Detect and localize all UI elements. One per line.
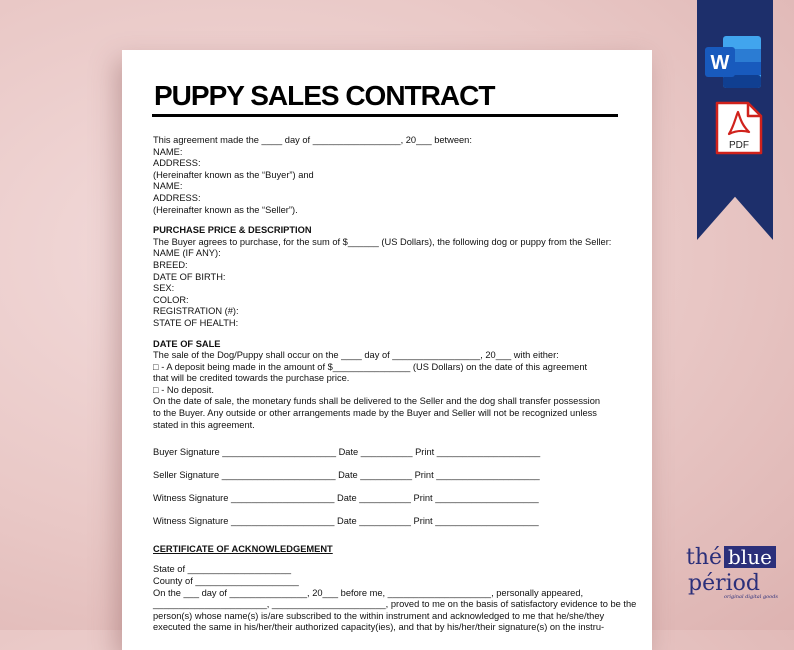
brand-logo <box>684 540 784 600</box>
brand-tagline: original digital goods <box>724 594 778 600</box>
intro-section <box>153 135 623 216</box>
sale-heading: DATE OF SALE <box>153 338 221 349</box>
contract-body <box>153 135 637 634</box>
pdf-icon <box>714 100 764 156</box>
certificate-line: person(s) whose name(s) is/are subscribed to the within instrument and acknowledged to me that he/she/they <box>153 610 605 621</box>
certificate-section <box>153 564 637 634</box>
word-icon <box>703 34 763 90</box>
witness-signature-line: Witness Signature ____________________ Date __________ Print ____________________ <box>153 516 539 527</box>
seller-signature-line: Seller Signature ______________________ Date __________ Print ____________________ <box>153 470 540 481</box>
sale-line: that will be credited towards the purchase price. <box>153 373 350 384</box>
brand-the: thé <box>686 545 723 570</box>
purchase-line: COLOR: <box>153 294 189 305</box>
purchase-line: REGISTRATION (#): <box>153 306 239 317</box>
certificate-line: executed the same in his/her/their authorized capacity(ies), and that by his/her/their signature(s) on the instru- <box>153 622 605 633</box>
certificate-gap <box>153 555 623 564</box>
buyer-signature-line: Buyer Signature ______________________ Date __________ Print ____________________ <box>153 447 541 458</box>
sale-line: □ - No deposit. <box>153 384 214 395</box>
witness-signature-line: Witness Signature ____________________ Date __________ Print ____________________ <box>153 493 539 504</box>
purchase-line: BREED: <box>153 259 188 270</box>
purchase-line: STATE OF HEALTH: <box>153 317 239 328</box>
sale-section <box>153 350 623 431</box>
brand-blue: blue <box>728 545 772 569</box>
sale-line: stated in this agreement. <box>153 419 255 430</box>
intro-line: ADDRESS: <box>153 158 201 169</box>
purchase-section <box>153 237 623 330</box>
certificate-line: State of ____________________ <box>153 564 292 575</box>
purchase-line: DATE OF BIRTH: <box>153 271 226 282</box>
intro-line: NAME: <box>153 181 183 192</box>
intro-line: This agreement made the ____ day of _________________, 20___ between: <box>153 135 472 145</box>
purchase-line: The Buyer agrees to purchase, for the sum of $______ (US Dollars), the following dog or puppy from the Seller: <box>153 236 612 247</box>
sale-line: On the date of sale, the monetary funds shall be delivered to the Seller and the dog shall transfer possession <box>153 396 601 407</box>
certificate-line: On the ___ day of _______________, 20___ before me, ____________________, personally appeared, <box>153 587 584 598</box>
signature-section <box>153 447 623 528</box>
intro-line: ADDRESS: <box>153 192 201 203</box>
brand-period: périod <box>688 571 760 596</box>
purchase-line: NAME (IF ANY): <box>153 248 221 259</box>
purchase-heading: PURCHASE PRICE & DESCRIPTION <box>153 225 312 236</box>
sale-line: The sale of the Dog/Puppy shall occur on the ____ day of _________________, 20___ with either: <box>153 350 559 361</box>
intro-line: (Hereinafter known as the “Seller”). <box>153 204 298 215</box>
pdf-label: PDF <box>729 140 749 151</box>
intro-line: (Hereinafter known as the “Buyer”) and <box>153 169 314 180</box>
contract-title: PUPPY SALES CONTRACT <box>154 80 495 111</box>
certificate-heading: CERTIFICATE OF ACKNOWLEDGEMENT <box>153 543 333 554</box>
sale-line: to the Buyer. Any outside or other arrangements made by the Buyer and Seller will not be recognized unless <box>153 408 597 419</box>
contract-page <box>122 50 652 650</box>
purchase-line: SEX: <box>153 283 175 294</box>
title-rule <box>152 114 618 117</box>
intro-line: NAME: <box>153 146 183 157</box>
word-letter: W <box>710 52 730 74</box>
sale-line: □ - A deposit being made in the amount of $_______________ (US Dollars) on the date of this agreement <box>153 361 588 372</box>
certificate-line: County of ____________________ <box>153 575 299 586</box>
certificate-line: ______________________, ______________________, proved to me on the basis of satisfactory evidence to be the <box>153 599 637 610</box>
